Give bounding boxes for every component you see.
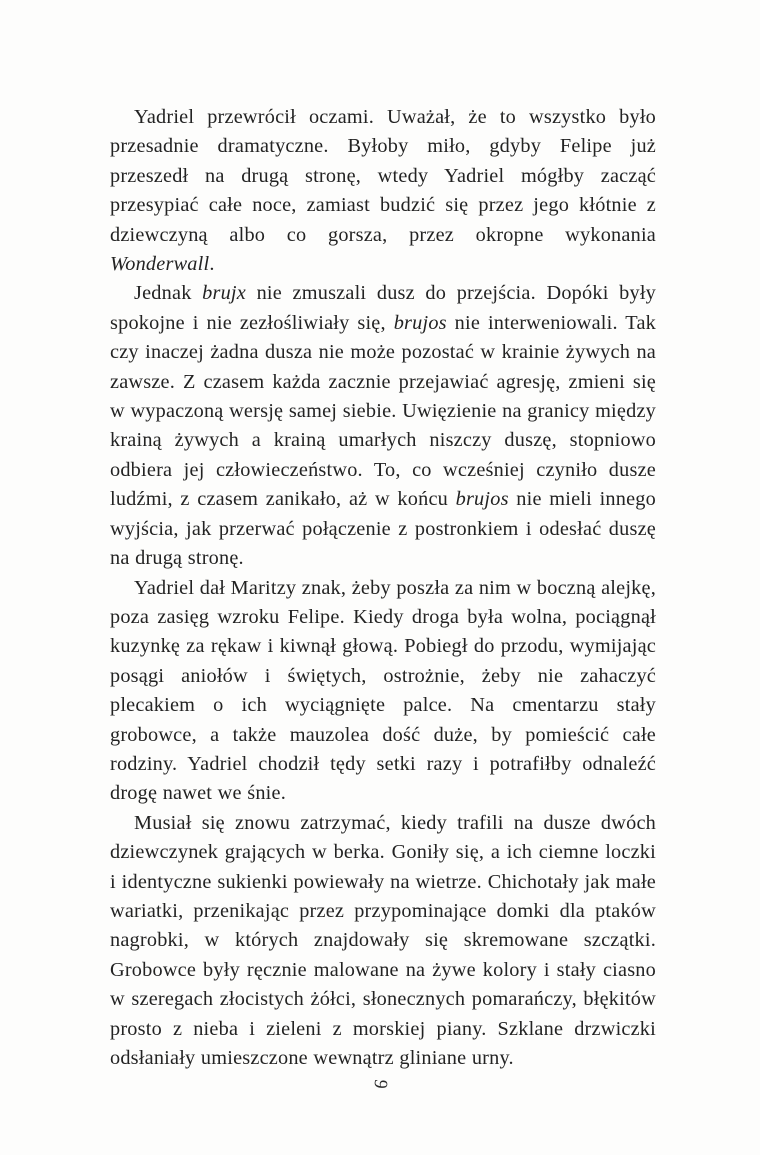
italic-term: Wonderwall <box>110 253 210 276</box>
paragraph: Yadriel przewrócił oczami. Uważał, że to wszystko było przesadnie dramatyczne. Byłoby miło, gdyby Felipe już przeszedł na drugą stronę, wtedy Yadriel mógłby zacząć przesypiać całe noce, zamiast budzić się przez jego kłótnie z dziewczyną albo co gorsza, przez okropne wykonania Wonderwall. <box>110 106 656 276</box>
italic-term: brujx <box>202 282 246 305</box>
italic-term: brujos <box>455 488 509 511</box>
paragraph: Yadriel dał Maritzy znak, żeby poszła za nim w boczną alejkę, poza zasięg wzroku Felipe. Kiedy droga była wolna, pociągnął kuzynkę za rękaw i kiwnął głową. Pobiegł do przodu, wymijając posągi aniołów i świętych, ostrożnie, żeby nie zahaczyć plecakiem o ich wyciągnięte palce. Na cmentarzu stały grobowce, a także mauzolea dość duże, by pomieścić całe rodziny. Yadriel chodził tędy setki razy i potrafiłby odnaleźć drogę nawet we śnie. <box>110 576 656 805</box>
italic-term: brujos <box>393 311 447 334</box>
page-number-value: 9 <box>369 1078 392 1090</box>
page-text-block <box>110 103 656 1073</box>
paragraph: Jednak brujx nie zmuszali dusz do przejścia. Dopóki były spokojne i nie zezłośliwiały się, brujos nie interweniowali. Tak czy inaczej żadna dusza nie może pozostać w krainie żywych na zawsze. Z czasem każda zacznie przejawiać agresję, zmieni się w wypaczoną wersję samej siebie. Uwięzienie na granicy między krainą żywych a krainą umarłych niszczy duszę, stopniowo odbiera jej człowieczeństwo. To, co wcześniej czyniło dusze ludźmi, z czasem zanikało, aż w końcu brujos nie mieli innego wyjścia, jak przerwać połączenie z postronkiem i odesłać duszę na drugą stronę. <box>110 282 657 570</box>
paragraph: Musiał się znowu zatrzymać, kiedy trafili na dusze dwóch dziewczynek grających w berka. Goniły się, a ich ciemne loczki i identyczne sukienki powiewały na wietrze. Chichotały jak małe wariatki, przenikając przez przypominające domki dla ptaków nagrobki, w których znajdowały się skremowane szczątki. Grobowce były ręcznie malowane na żywe kolory i stały ciasno w szeregach złocistych żółci, słonecznych pomarańczy, błękitów prosto z nieba i zieleni z morskiej piany. Szklane drzwiczki odsłaniały umieszczone wewnątrz gliniane urny. <box>110 811 656 1069</box>
page-number <box>0 1072 760 1096</box>
